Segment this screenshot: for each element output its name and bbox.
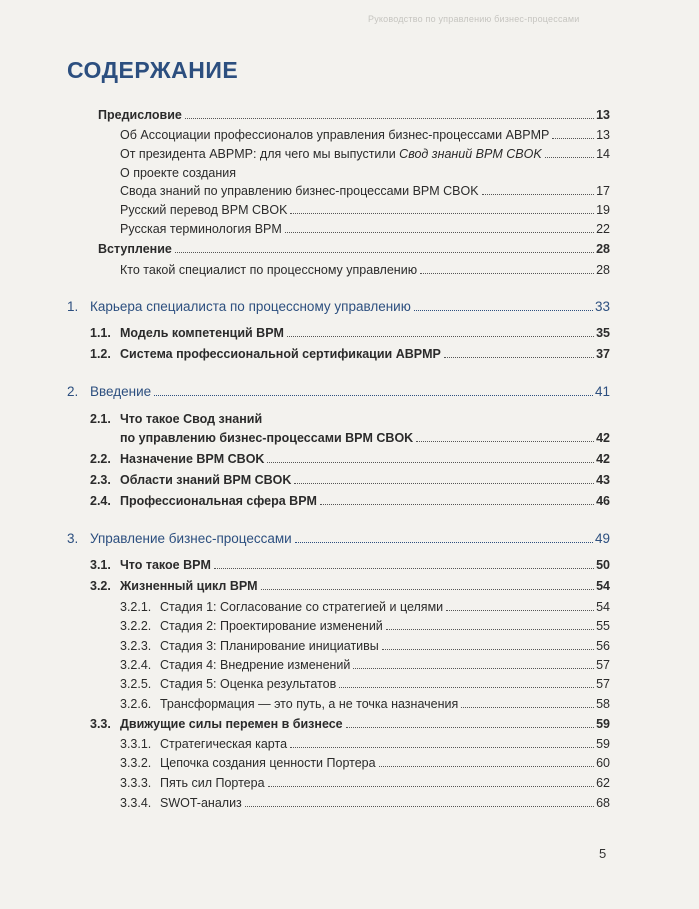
toc-dot-leader bbox=[267, 462, 594, 463]
toc-entry-title bbox=[98, 107, 182, 123]
toc-dot-leader bbox=[552, 138, 594, 139]
toc-entry[interactable] bbox=[0, 557, 699, 573]
toc-entry[interactable] bbox=[0, 127, 699, 143]
toc-entry-number: 3.3.4. bbox=[120, 796, 152, 810]
toc-entry-page: 19 bbox=[596, 203, 610, 217]
toc-entry-title-text: по управлению бизнес-процессами BPM CBOK bbox=[120, 431, 414, 445]
toc-dot-leader bbox=[245, 806, 594, 807]
toc-entry-title bbox=[160, 657, 350, 673]
toc-entry[interactable] bbox=[0, 411, 699, 427]
toc-entry[interactable] bbox=[0, 657, 699, 673]
toc-entry-title-text: Стадия 5: Оценка результатов bbox=[160, 677, 337, 691]
toc-entry[interactable] bbox=[0, 165, 699, 181]
toc-entry[interactable] bbox=[0, 578, 699, 594]
toc-entry[interactable] bbox=[0, 755, 699, 771]
toc-entry-title-text: SWOT-анализ bbox=[160, 796, 242, 810]
toc-entry-title-text: Жизненный цикл BPM bbox=[120, 579, 258, 593]
toc-entry-title bbox=[160, 775, 265, 791]
toc-entry-title bbox=[120, 451, 264, 467]
toc-entry-title bbox=[98, 241, 172, 257]
toc-dot-leader bbox=[444, 357, 594, 358]
toc-entry-number: 1.1. bbox=[90, 326, 111, 340]
toc-dot-leader bbox=[185, 118, 594, 119]
toc-entry-number: 2.1. bbox=[90, 412, 111, 426]
toc-entry-title bbox=[120, 346, 441, 362]
toc-entry-title bbox=[120, 262, 417, 278]
toc-entry-page: 60 bbox=[596, 756, 610, 770]
toc-dot-leader bbox=[382, 649, 594, 650]
toc-entry-title-text: Модель компетенций BPM bbox=[120, 326, 284, 340]
toc-dot-leader bbox=[287, 336, 594, 337]
toc-entry-title bbox=[120, 325, 284, 341]
toc-dot-leader bbox=[482, 194, 595, 195]
toc-entry-title-text: Что такое BPM bbox=[120, 558, 211, 572]
toc-entry-page: 59 bbox=[596, 737, 610, 751]
toc-entry-page: 28 bbox=[596, 242, 610, 256]
toc-dot-leader bbox=[175, 252, 594, 253]
toc-entry-title bbox=[120, 430, 413, 446]
toc-entry[interactable] bbox=[0, 107, 699, 123]
toc-entry-number: 3.2.3. bbox=[120, 639, 152, 653]
toc-entry-title bbox=[120, 472, 291, 488]
toc-dot-leader bbox=[414, 310, 593, 311]
toc-entry-number: 3.2. bbox=[90, 579, 111, 593]
toc-entry-title bbox=[120, 716, 343, 732]
toc-entry-title: О проекте создания bbox=[120, 166, 236, 180]
toc-entry-number: 3.2.5. bbox=[120, 677, 152, 691]
toc-dot-leader bbox=[320, 504, 594, 505]
toc-entry[interactable] bbox=[0, 146, 699, 162]
toc-entry-page: 13 bbox=[596, 128, 610, 142]
toc-entry[interactable] bbox=[0, 241, 699, 257]
toc-entry-number: 3.3.3. bbox=[120, 776, 152, 790]
toc-entry[interactable] bbox=[0, 493, 699, 509]
toc-entry-number: 3.2.1. bbox=[120, 600, 152, 614]
toc-entry-title-text: Кто такой специалист по процессному управлению bbox=[120, 263, 418, 277]
toc-entry-number: 3.2.6. bbox=[120, 697, 152, 711]
toc-entry-title bbox=[160, 599, 443, 615]
toc-entry-number: 1. bbox=[67, 299, 79, 314]
toc-entry-title bbox=[160, 755, 376, 771]
toc-entry[interactable] bbox=[0, 472, 699, 488]
toc-entry[interactable] bbox=[0, 618, 699, 634]
toc-entry-page: 42 bbox=[596, 431, 610, 445]
toc-entry-title bbox=[90, 531, 292, 547]
toc-entry-title bbox=[160, 618, 383, 634]
toc-entry-title-text: Свода знаний по управлению бизнес-процессами BPM CBOK bbox=[120, 184, 479, 198]
toc-entry[interactable] bbox=[0, 736, 699, 752]
page-number: 5 bbox=[599, 846, 607, 861]
toc-entry-title-text: Назначение BPM CBOK bbox=[120, 452, 265, 466]
toc-dot-leader bbox=[294, 483, 594, 484]
toc-entry-title-text: Предисловие bbox=[98, 108, 182, 122]
toc-entry-page: 41 bbox=[594, 384, 610, 399]
toc-entry-title-text: Об Ассоциации профессионалов управления бизнес-процессами ABPMP bbox=[120, 128, 550, 142]
toc-entry-title-text: Система профессиональной сертификации ABPMP bbox=[120, 347, 441, 361]
toc-entry-title-text: Введение bbox=[90, 384, 152, 399]
toc-entry-title-text: Карьера специалиста по процессному управлению bbox=[90, 299, 411, 314]
toc-entry[interactable] bbox=[0, 775, 699, 791]
toc-entry-title bbox=[160, 696, 458, 712]
toc-entry[interactable] bbox=[0, 430, 699, 446]
toc-entry[interactable] bbox=[0, 299, 699, 315]
faded-running-header: Руководство по управлению бизнес-процессами bbox=[368, 14, 580, 24]
toc-entry-title-text: Вступление bbox=[98, 242, 172, 256]
toc-entry[interactable] bbox=[0, 451, 699, 467]
toc-entry-page: 58 bbox=[596, 697, 610, 711]
toc-entry-title bbox=[160, 736, 287, 752]
toc-dot-leader bbox=[461, 707, 594, 708]
toc-entry-page: 50 bbox=[596, 558, 610, 572]
toc-entry-title-text: Стадия 1: Согласование со стратегией и целями bbox=[160, 600, 444, 614]
toc-entry-page: 54 bbox=[596, 579, 610, 593]
toc-entry-title bbox=[120, 578, 258, 594]
toc-dot-leader bbox=[295, 542, 593, 543]
toc-entry-page: 33 bbox=[594, 299, 610, 314]
toc-dot-leader bbox=[420, 273, 594, 274]
toc-dot-leader bbox=[353, 668, 594, 669]
toc-entry-number: 3.2.4. bbox=[120, 658, 152, 672]
toc-entry-title bbox=[120, 146, 542, 162]
toc-entry[interactable] bbox=[0, 325, 699, 341]
toc-entry-title-text: Стратегическая карта bbox=[160, 737, 288, 751]
toc-entry[interactable] bbox=[0, 599, 699, 615]
toc-entry-page: 46 bbox=[596, 494, 610, 508]
toc-entry-page: 43 bbox=[596, 473, 610, 487]
toc-entry-title bbox=[120, 557, 211, 573]
toc-entry-title bbox=[120, 493, 317, 509]
toc-dot-leader bbox=[386, 629, 594, 630]
toc-dot-leader bbox=[339, 687, 594, 688]
toc-entry[interactable] bbox=[0, 262, 699, 278]
toc-entry-page: 37 bbox=[596, 347, 610, 361]
toc-entry-title bbox=[120, 221, 282, 237]
toc-entry[interactable] bbox=[0, 384, 699, 400]
toc-entry-title-text: Стадия 2: Проектирование изменений bbox=[160, 619, 383, 633]
toc-entry-number: 3. bbox=[67, 531, 79, 546]
toc-entry-title-text: Области знаний BPM CBOK bbox=[120, 473, 292, 487]
toc-entry-title-text: Пять сил Портера bbox=[160, 776, 265, 790]
toc-entry-title bbox=[120, 127, 549, 143]
toc-dot-leader bbox=[379, 766, 595, 767]
toc-entry-title-text: Трансформация — это путь, а не точка назначения bbox=[160, 697, 459, 711]
toc-dot-leader bbox=[154, 395, 593, 396]
toc-entry[interactable] bbox=[0, 183, 699, 199]
toc-entry-number: 3.3.2. bbox=[120, 756, 152, 770]
toc-entry-page: 54 bbox=[596, 600, 610, 614]
toc-entry-title-emphasis: Свод знаний BPM CBOK bbox=[399, 147, 542, 161]
toc-entry-page: 17 bbox=[596, 184, 610, 198]
toc-entry-number: 3.1. bbox=[90, 558, 111, 572]
toc-entry[interactable] bbox=[0, 638, 699, 654]
toc-entry-title-text: От президента ABPMP: для чего мы выпустили bbox=[120, 147, 400, 161]
toc-entry-title bbox=[160, 795, 242, 811]
toc-entry-page: 35 bbox=[596, 326, 610, 340]
toc-entry-page: 57 bbox=[596, 677, 610, 691]
toc-entry[interactable] bbox=[0, 696, 699, 712]
toc-entry-title bbox=[90, 299, 411, 315]
toc-entry-title-text: Русская терминология BPM bbox=[120, 222, 282, 236]
toc-dot-leader bbox=[346, 727, 594, 728]
toc-entry[interactable] bbox=[0, 716, 699, 732]
toc-entry-title bbox=[90, 384, 151, 400]
toc-dot-leader bbox=[416, 441, 594, 442]
toc-entry-title: Что такое Свод знаний bbox=[120, 412, 263, 426]
toc-entry-page: 28 bbox=[596, 263, 610, 277]
toc-entry-number: 3.3.1. bbox=[120, 737, 152, 751]
toc-heading: СОДЕРЖАНИЕ bbox=[67, 57, 239, 83]
toc-dot-leader bbox=[446, 610, 594, 611]
toc-entry[interactable] bbox=[0, 531, 699, 547]
toc-entry-page: 62 bbox=[596, 776, 610, 790]
toc-entry-number: 3.3. bbox=[90, 717, 111, 731]
toc-dot-leader bbox=[261, 589, 594, 590]
toc-entry-title-text: Стадия 4: Внедрение изменений bbox=[160, 658, 351, 672]
toc-entry-page: 55 bbox=[596, 619, 610, 633]
toc-dot-leader bbox=[214, 568, 594, 569]
toc-dot-leader bbox=[285, 232, 594, 233]
toc-entry[interactable] bbox=[0, 221, 699, 237]
toc-entry-number: 2.2. bbox=[90, 452, 111, 466]
toc-entry-title-text: Стадия 3: Планирование инициативы bbox=[160, 639, 379, 653]
toc-entry-number: 1.2. bbox=[90, 347, 111, 361]
toc-entry-page: 57 bbox=[596, 658, 610, 672]
toc-entry-title-text: Русский перевод BPM CBOK bbox=[120, 203, 288, 217]
toc-entry-title-text: Движущие силы перемен в бизнесе bbox=[120, 717, 343, 731]
toc-entry-number: 2.3. bbox=[90, 473, 111, 487]
toc-entry-title-text: Цепочка создания ценности Портера bbox=[160, 756, 376, 770]
toc-entry-title bbox=[120, 202, 287, 218]
toc-entry[interactable] bbox=[0, 346, 699, 362]
toc-dot-leader bbox=[268, 786, 595, 787]
toc-entry-page: 56 bbox=[596, 639, 610, 653]
toc-entry-number: 2.4. bbox=[90, 494, 111, 508]
toc-entry-title-text: Профессиональная сфера BPM bbox=[120, 494, 317, 508]
toc-entry[interactable] bbox=[0, 795, 699, 811]
toc-entry-page: 42 bbox=[596, 452, 610, 466]
toc-entry[interactable] bbox=[0, 676, 699, 692]
toc-entry-page: 13 bbox=[596, 108, 610, 122]
toc-entry-page: 59 bbox=[596, 717, 610, 731]
toc-entry-number: 3.2.2. bbox=[120, 619, 152, 633]
toc-entry-title bbox=[160, 676, 336, 692]
toc-entry-title-text: Управление бизнес-процессами bbox=[90, 531, 292, 546]
toc-entry-page: 49 bbox=[594, 531, 610, 546]
toc-entry-title bbox=[120, 183, 479, 199]
toc-dot-leader bbox=[290, 213, 594, 214]
toc-entry-title bbox=[160, 638, 379, 654]
toc-entry[interactable] bbox=[0, 202, 699, 218]
toc-dot-leader bbox=[545, 157, 594, 158]
toc-entry-page: 22 bbox=[596, 222, 610, 236]
toc-dot-leader bbox=[290, 747, 594, 748]
toc-entry-number: 2. bbox=[67, 384, 79, 399]
toc-entry-page: 68 bbox=[596, 796, 610, 810]
toc-entry-page: 14 bbox=[596, 147, 610, 161]
